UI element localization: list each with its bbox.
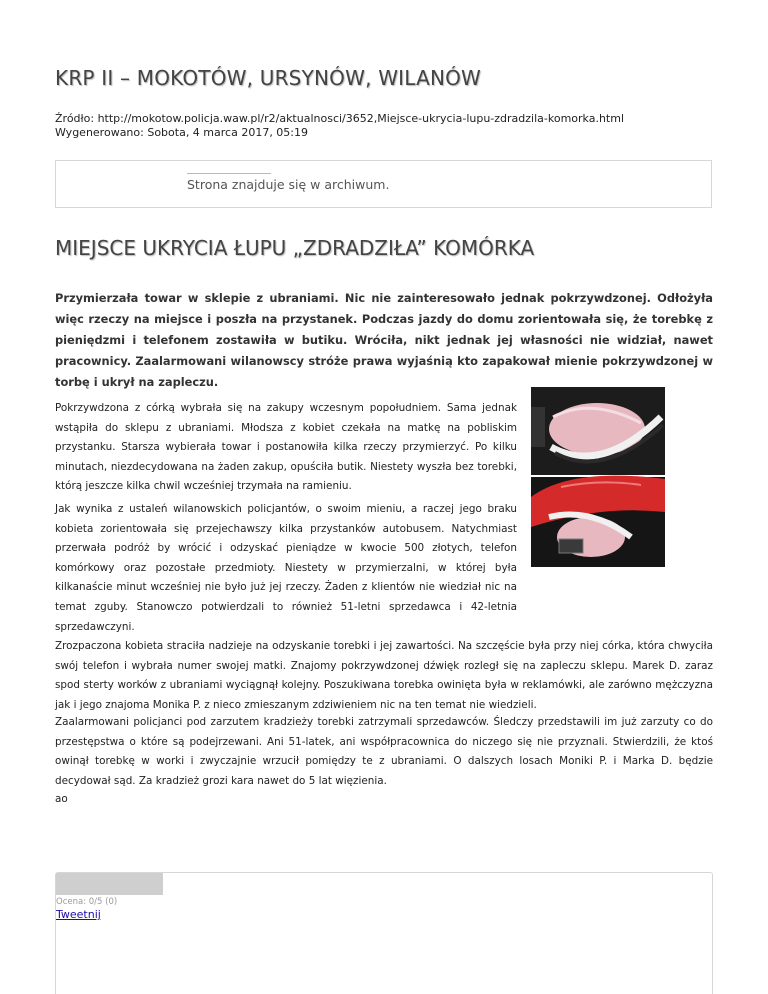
rating-stars[interactable] <box>56 873 163 895</box>
archive-divider <box>187 173 271 174</box>
rating-box <box>55 872 713 994</box>
article-paragraph: Pokrzywdzona z córką wybrała się na zakupy wczesnym popołudniem. Sama jednak wstąpiła do sklepu z ubraniami. Młodsza z kobiet czekała na matkę na pobliskim przystanku. Starsza wybierała towar i postanowiła kilka rzeczy przymierzyć. Po kilku minutach, niezdecydowana na żaden zakup, opuściła butik. Niestety wyszła bez torebki, którą jeszcze kilka chwil wcześniej trzymała na ramieniu. <box>55 402 517 493</box>
site-title: KRP II – MOKOTÓW, URSYNÓW, WILANÓW <box>55 66 482 90</box>
article-lead: Przymierzała towar w sklepie z ubraniami. Nic nie zainteresowało jednak pokrzywdzonej. Odłożyła więc rzeczy na miejsce i poszła na przystanek. Podczas jazdy do domu zorientowała się, że torebkę z pieniędzmi i telefonem zostawiła w butiku. Wróciła, nikt jednak jej własności nie widział, nawet pracownicy. Zaalarmowani wilanowscy stróże prawa wyjaśnią kto zapakował mienie pokrzywdzonej w torbę i ukrył na zapleczu. <box>55 291 713 389</box>
archive-notice-box <box>55 160 712 208</box>
tweet-link[interactable]: Tweetnij <box>56 908 101 921</box>
article-paragraph: Jak wynika z ustaleń wilanowskich policjantów, o swoim mieniu, a raczej jego braku kobieta zorientowała się przejechawszy kilka przystanków autobusem. Natychmiast przerwała podróż by wrócić i odzyskać pieniądze w kwocie 500 złotych, telefon komórkowy oraz pozostałe przedmioty. Niestety w przymierzalni, w której była kilkanaście minut wcześniej nie było już jej rzeczy. Żaden z klientów nie wiedział nic na temat zguby. Stanowczo potwierdzali to również 51-letni sprzedawca i 42-letnia sprzedawczyni. <box>55 503 517 633</box>
print-meta <box>55 112 624 140</box>
article-signature: ao <box>55 793 68 805</box>
source-line: Źródło: http://mokotow.policja.waw.pl/r2/aktualnosci/3652,Miejsce-ukrycia-lupu-zdradzila-komorka.html <box>55 112 625 125</box>
handbag-photo <box>531 387 665 567</box>
article-paragraph: Zrozpaczona kobieta straciła nadzieje na odzyskanie torebki i jej zawartości. Na szczęście była przy niej córka, która chwyciła swój telefon i wybrała numer swojej matki. Znajomy pokrzywdzonej dźwięk rozległ się na zapleczu sklepu. Marek D. zaraz spod sterty worków z ubraniami wyciągnął kolejny. Poszukiwana torebka owinięta była w reklamówki, ale zarówno mężczyzna jak i jego znajoma Monika P. z nieco zmieszanym zdziwieniem nic na ten temat nie wiedzieli. <box>55 640 713 711</box>
article-paragraph: Zaalarmowani policjanci pod zarzutem kradzieży torebki zatrzymali sprzedawców. Śledczy przedstawili im już zarzuty co do przestępstwa o które są podejrzewani. Ani 51-latek, ani współpracownica do niczego się nie przyznali. Stwierdzili, że ktoś owinął torebkę w worki i zwyczajnie wrzucił pomiędzy te z ubraniami. O dalszych losach Moniki P. i Marka D. będzie decydował sąd. Za kradzież grozi kara nawet do 5 lat więzienia. <box>55 716 713 787</box>
archive-notice: Strona znajduje się w archiwum. <box>187 177 390 192</box>
article-title: MIEJSCE UKRYCIA ŁUPU „ZDRADZIŁA” KOMÓRKA <box>55 236 535 260</box>
article-photo[interactable] <box>531 387 665 567</box>
generated-line: Wygenerowano: Sobota, 4 marca 2017, 05:19 <box>55 126 309 139</box>
rating-text: Ocena: 0/5 (0) <box>56 897 118 907</box>
